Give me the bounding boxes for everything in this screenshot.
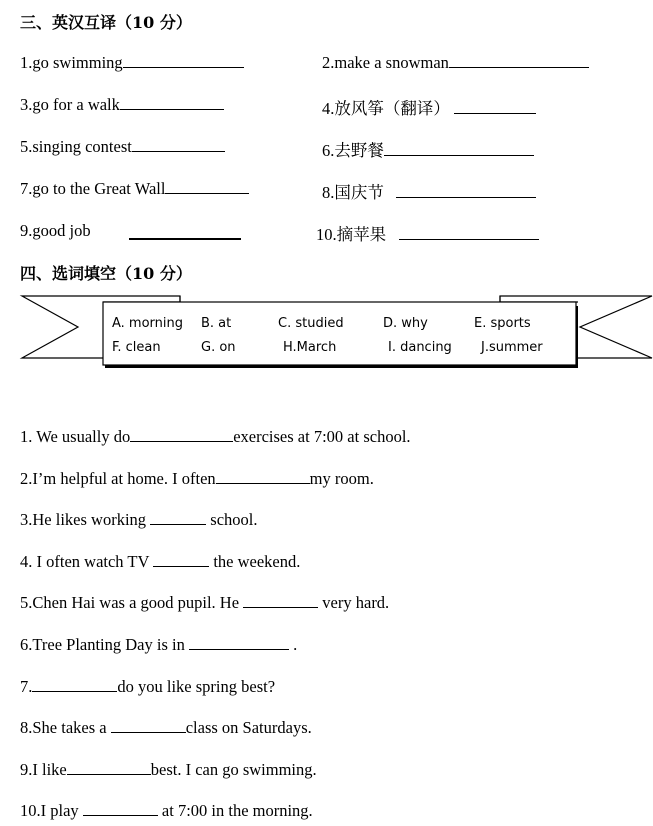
word-option: G. on [201, 340, 236, 355]
answer-blank[interactable] [153, 552, 209, 567]
translate-item-6: 6.去野餐 [322, 137, 534, 161]
question-3: 3.He likes working school. [20, 510, 258, 529]
answer-blank[interactable] [129, 224, 241, 240]
answer-blank[interactable] [189, 635, 289, 650]
translate-item-4: 4.放风筝（翻译） [322, 95, 536, 119]
word-option: J.summer [481, 340, 543, 355]
question-10: 10.I play at 7:00 in the morning. [20, 801, 313, 820]
word-option: A. morning [112, 316, 184, 331]
answer-blank[interactable] [165, 179, 249, 194]
answer-blank[interactable] [130, 427, 233, 442]
translate-item-10: 10.摘苹果 [316, 221, 539, 245]
translate-item-5: 5.singing contest [20, 137, 225, 157]
answer-blank[interactable] [111, 718, 186, 733]
question-8: 8.She takes a class on Saturdays. [20, 718, 312, 737]
answer-blank[interactable] [399, 225, 539, 240]
answer-blank[interactable] [243, 593, 318, 608]
answer-blank[interactable] [132, 137, 225, 152]
answer-blank[interactable] [449, 53, 589, 68]
translate-item-1: 1.go swimming [20, 53, 244, 73]
answer-blank[interactable] [384, 141, 534, 156]
word-option: E. sports [474, 316, 531, 331]
question-1: 1. We usually do exercises at 7:00 at school. [20, 427, 411, 446]
answer-blank[interactable] [83, 801, 158, 816]
answer-blank[interactable] [123, 53, 244, 68]
section4-title: 四、选词填空（10 分） [20, 264, 192, 283]
question-9: 9.I like best. I can go swimming. [20, 760, 317, 779]
word-option: C. studied [278, 316, 344, 331]
question-4: 4. I often watch TV the weekend. [20, 552, 301, 571]
translate-item-3: 3.go for a walk [20, 95, 224, 115]
answer-blank[interactable] [216, 469, 310, 484]
answer-blank[interactable] [120, 95, 224, 110]
word-option: D. why [383, 316, 428, 331]
translate-item-9: 9.good job [20, 221, 91, 240]
translate-item-8: 8.国庆节 [322, 179, 536, 203]
answer-blank[interactable] [150, 510, 206, 525]
section3-title: 三、英汉互译（10 分） [20, 13, 192, 32]
translate-item-7: 7.go to the Great Wall [20, 179, 249, 199]
answer-blank[interactable] [396, 183, 536, 198]
word-bank-banner [0, 290, 653, 380]
answer-blank[interactable] [67, 760, 151, 775]
answer-blank[interactable] [454, 99, 536, 114]
question-6: 6.Tree Planting Day is in . [20, 635, 298, 654]
question-2: 2.I’m helpful at home. I often my room. [20, 469, 374, 488]
word-option: F. clean [112, 340, 161, 355]
word-option: I. dancing [388, 340, 452, 355]
question-7: 7. do you like spring best? [20, 677, 276, 696]
question-5: 5.Chen Hai was a good pupil. He very hard. [20, 593, 390, 612]
answer-blank[interactable] [32, 677, 117, 692]
word-option: B. at [201, 316, 232, 331]
translate-item-2: 2.make a snowman [322, 53, 589, 73]
word-option: H.March [283, 340, 337, 355]
